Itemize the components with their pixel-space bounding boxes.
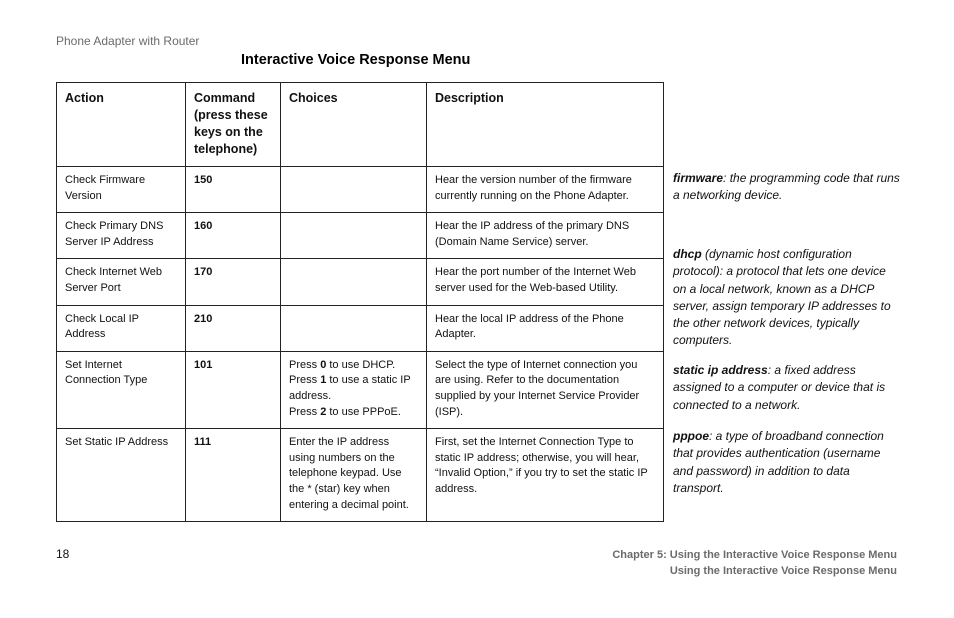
section-title: Interactive Voice Response Menu — [241, 52, 471, 68]
footer-running-title — [612, 547, 897, 579]
running-header: Phone Adapter with Router — [56, 34, 200, 48]
cell-command: 150 — [186, 167, 281, 213]
cell-description: First, set the Internet Connection Type to static IP address; otherwise, you will hear, “Invalid Option,” if you try to set the static IP address. — [427, 429, 664, 522]
choice-option: Press 0 to use DHCP. — [289, 358, 396, 371]
table-row — [57, 351, 664, 428]
cell-command: 101 — [186, 351, 281, 428]
table-row — [57, 305, 664, 351]
column-header-command: Command (press these keys on the telephone) — [186, 83, 281, 167]
cell-choices — [281, 213, 427, 259]
table-row — [57, 259, 664, 305]
table-row — [57, 429, 664, 522]
glossary-static-ip-address: static ip address: a fixed address assigned to a computer or device that is connected to a network. — [673, 363, 886, 412]
cell-action: Check Primary DNS Server IP Address — [57, 213, 186, 259]
cell-command: 170 — [186, 259, 281, 305]
cell-action: Set Static IP Address — [57, 429, 186, 522]
table-row — [57, 213, 664, 259]
cell-choices: Enter the IP address using numbers on the telephone keypad. Use the * (star) key when entering a decimal point. — [281, 429, 427, 522]
glossary-dhcp: dhcp (dynamic host configuration protocol): a protocol that lets one device on a local network, known as a DHCP server, assign temporary IP addresses to the other network devices, typically computers. — [673, 247, 891, 348]
cell-description: Hear the IP address of the primary DNS (Domain Name Service) server. — [427, 213, 664, 259]
cell-action: Check Local IP Address — [57, 305, 186, 351]
choice-option: Press 2 to use PPPoE. — [289, 405, 401, 418]
glossary-pppoe: pppoe: a type of broadband connection that provides authentication (username and password) in addition to data transport. — [673, 429, 884, 495]
cell-choices — [281, 259, 427, 305]
ivr-menu-table — [56, 82, 664, 522]
cell-description: Hear the port number of the Internet Web server used for the Web-based Utility. — [427, 259, 664, 305]
page-number: 18 — [56, 547, 70, 561]
table-header-row — [57, 83, 664, 167]
cell-description: Hear the local IP address of the Phone Adapter. — [427, 305, 664, 351]
glossary-firmware: firmware: the programming code that runs a networking device. — [673, 171, 900, 203]
cell-description: Select the type of Internet connection you are using. Refer to the documentation supplied by your Internet Service Provider (ISP). — [427, 351, 664, 428]
cell-choices — [281, 305, 427, 351]
column-header-choices: Choices — [281, 83, 427, 167]
cell-command: 160 — [186, 213, 281, 259]
column-header-description: Description — [427, 83, 664, 167]
cell-action: Set Internet Connection Type — [57, 351, 186, 428]
table-row — [57, 167, 664, 213]
cell-choices — [281, 167, 427, 213]
cell-command: 210 — [186, 305, 281, 351]
footer-chapter: Chapter 5: Using the Interactive Voice Response Menu — [612, 549, 897, 561]
cell-choices — [281, 351, 427, 428]
cell-command: 111 — [186, 429, 281, 522]
footer-section: Using the Interactive Voice Response Menu — [669, 565, 897, 577]
column-header-action: Action — [57, 83, 186, 167]
cell-action: Check Internet Web Server Port — [57, 259, 186, 305]
choice-option: Press 1 to use a static IP address. — [289, 374, 411, 402]
cell-action: Check Firmware Version — [57, 167, 186, 213]
cell-description: Hear the version number of the firmware currently running on the Phone Adapter. — [427, 167, 664, 213]
